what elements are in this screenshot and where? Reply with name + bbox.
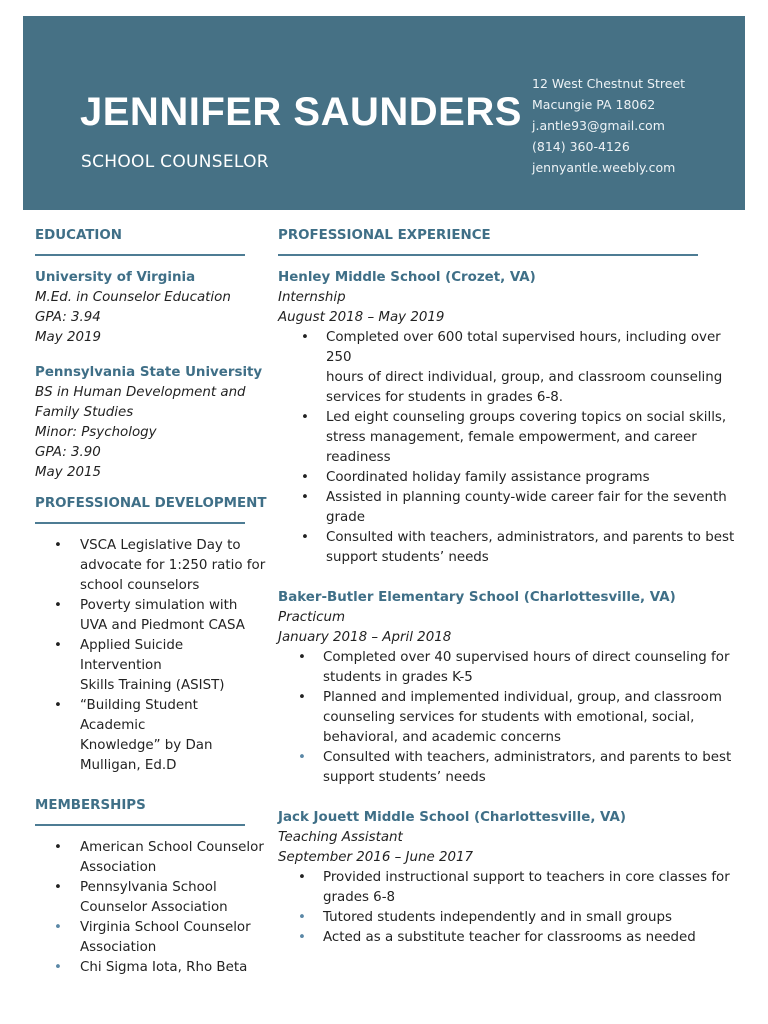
contact-website: jennyantle.weebly.com: [532, 160, 676, 175]
contact-address-street: 12 West Chestnut Street: [532, 76, 686, 91]
experience-entry: [278, 588, 740, 788]
list-item: • Chi Sigma Iota, Rho Beta: [35, 958, 267, 978]
resume-header: [23, 16, 745, 210]
job-title: SCHOOL COUNSELOR: [81, 152, 269, 172]
bullet-icon: •: [54, 880, 62, 895]
bullet-icon: •: [54, 960, 62, 975]
contact-email: j.antle93@gmail.com: [532, 118, 665, 133]
section-divider: [35, 824, 245, 826]
bullet-icon: •: [301, 330, 309, 345]
candidate-name: JENNIFER SAUNDERS: [80, 90, 522, 134]
responsibility-list: [278, 868, 740, 948]
list-item: • “Building Student Academic Knowledge” by Dan Mulligan, Ed.D: [54, 698, 213, 773]
bullet-icon: •: [54, 920, 62, 935]
section-divider: [278, 254, 698, 256]
bullet-icon: •: [298, 910, 306, 925]
employer-name: Baker-Butler Elementary School (Charlottesville, VA): [278, 590, 676, 605]
list-item: • Acted as a substitute teacher for classrooms as needed: [278, 928, 740, 948]
experience-entry: [278, 268, 740, 568]
bullet-icon: •: [298, 930, 306, 945]
list-item: • Completed over 40 supervised hours of direct counseling for students in grades K-5: [298, 650, 730, 685]
section-divider: [35, 522, 245, 524]
right-column: [278, 226, 740, 948]
education-entry: [35, 363, 267, 483]
date-line: May 2019: [35, 330, 102, 345]
experience-entry: [278, 808, 740, 948]
bullet-icon: •: [54, 598, 62, 613]
list-item: • Provided instructional support to teachers in core classes for grades 6-8: [298, 870, 730, 905]
list-item: • VSCA Legislative Day to advocate for 1:250 ratio for school counselors: [54, 538, 266, 593]
date-range: August 2018 – May 2019: [278, 310, 445, 325]
list-item: • Coordinated holiday family assistance programs: [278, 468, 740, 488]
responsibility-list: [278, 328, 740, 568]
section-divider: [35, 254, 245, 256]
bullet-icon: •: [298, 870, 306, 885]
minor-line: Minor: Psychology: [35, 425, 157, 440]
school-name: Pennsylvania State University: [35, 365, 263, 380]
list-item: • Applied Suicide Intervention Skills Training (ASIST): [54, 638, 225, 693]
bullet-icon: •: [301, 470, 309, 485]
list-item: • Consulted with teachers, administrators, and parents to best support students’ needs: [301, 530, 735, 565]
education-heading: EDUCATION: [35, 228, 122, 243]
role-title: Teaching Assistant: [278, 830, 403, 845]
list-item: • Tutored students independently and in small groups: [278, 908, 740, 928]
bullet-icon: •: [298, 750, 306, 765]
degree-line: Family Studies: [35, 405, 134, 420]
role-title: Practicum: [278, 610, 346, 625]
memberships-list: [35, 838, 267, 978]
bullet-icon: •: [301, 410, 309, 425]
date-line: May 2015: [35, 465, 102, 480]
bullet-icon: •: [298, 690, 306, 705]
degree-line: M.Ed. in Counselor Education: [35, 290, 231, 305]
list-item: • Consulted with teachers, administrators, and parents to best support students’ needs: [298, 750, 732, 785]
list-item: • Pennsylvania School Counselor Association: [54, 880, 228, 915]
date-range: January 2018 – April 2018: [278, 630, 452, 645]
education-entry: [35, 268, 267, 348]
bullet-icon: •: [54, 698, 62, 713]
bullet-icon: •: [54, 538, 62, 553]
date-range: September 2016 – June 2017: [278, 850, 474, 865]
bullet-icon: •: [301, 530, 309, 545]
contact-address-city: Macungie PA 18062: [532, 97, 656, 112]
list-item: • Planned and implemented individual, group, and classroom counseling services for students with emotional, social, behavioral, and academic concerns: [298, 690, 722, 745]
employer-name: Henley Middle School (Crozet, VA): [278, 270, 536, 285]
list-item: • Assisted in planning county-wide career fair for the seventh grade: [301, 490, 727, 525]
school-name: University of Virginia: [35, 270, 196, 285]
contact-phone: (814) 360-4126: [532, 139, 630, 154]
bullet-icon: •: [301, 490, 309, 505]
left-column: [35, 226, 267, 978]
list-item: • Completed over 600 total supervised hours, including over 250 hours of direct individual, group, and classroom counseling services for students in grades 6-8.: [301, 330, 723, 405]
bullet-icon: •: [54, 638, 62, 653]
gpa-line: GPA: 3.90: [35, 445, 101, 460]
contact-info: [532, 73, 685, 178]
list-item: • Led eight counseling groups covering topics on social skills, stress management, female empowerment, and career readiness: [301, 410, 727, 465]
list-item: • Virginia School Counselor Association: [54, 920, 251, 955]
list-item: • Poverty simulation with UVA and Piedmont CASA: [54, 598, 245, 633]
professional-development-heading: PROFESSIONAL DEVELOPMENT: [35, 496, 267, 511]
professional-experience-heading: PROFESSIONAL EXPERIENCE: [278, 228, 491, 243]
role-title: Internship: [278, 290, 346, 305]
bullet-icon: •: [298, 650, 306, 665]
professional-development-list: [35, 536, 267, 776]
gpa-line: GPA: 3.94: [35, 310, 101, 325]
bullet-icon: •: [54, 840, 62, 855]
responsibility-list: [278, 648, 740, 788]
list-item: • American School Counselor Association: [54, 840, 264, 875]
employer-name: Jack Jouett Middle School (Charlottesville, VA): [278, 810, 626, 825]
degree-line: BS in Human Development and: [35, 385, 246, 400]
memberships-heading: MEMBERSHIPS: [35, 798, 146, 813]
